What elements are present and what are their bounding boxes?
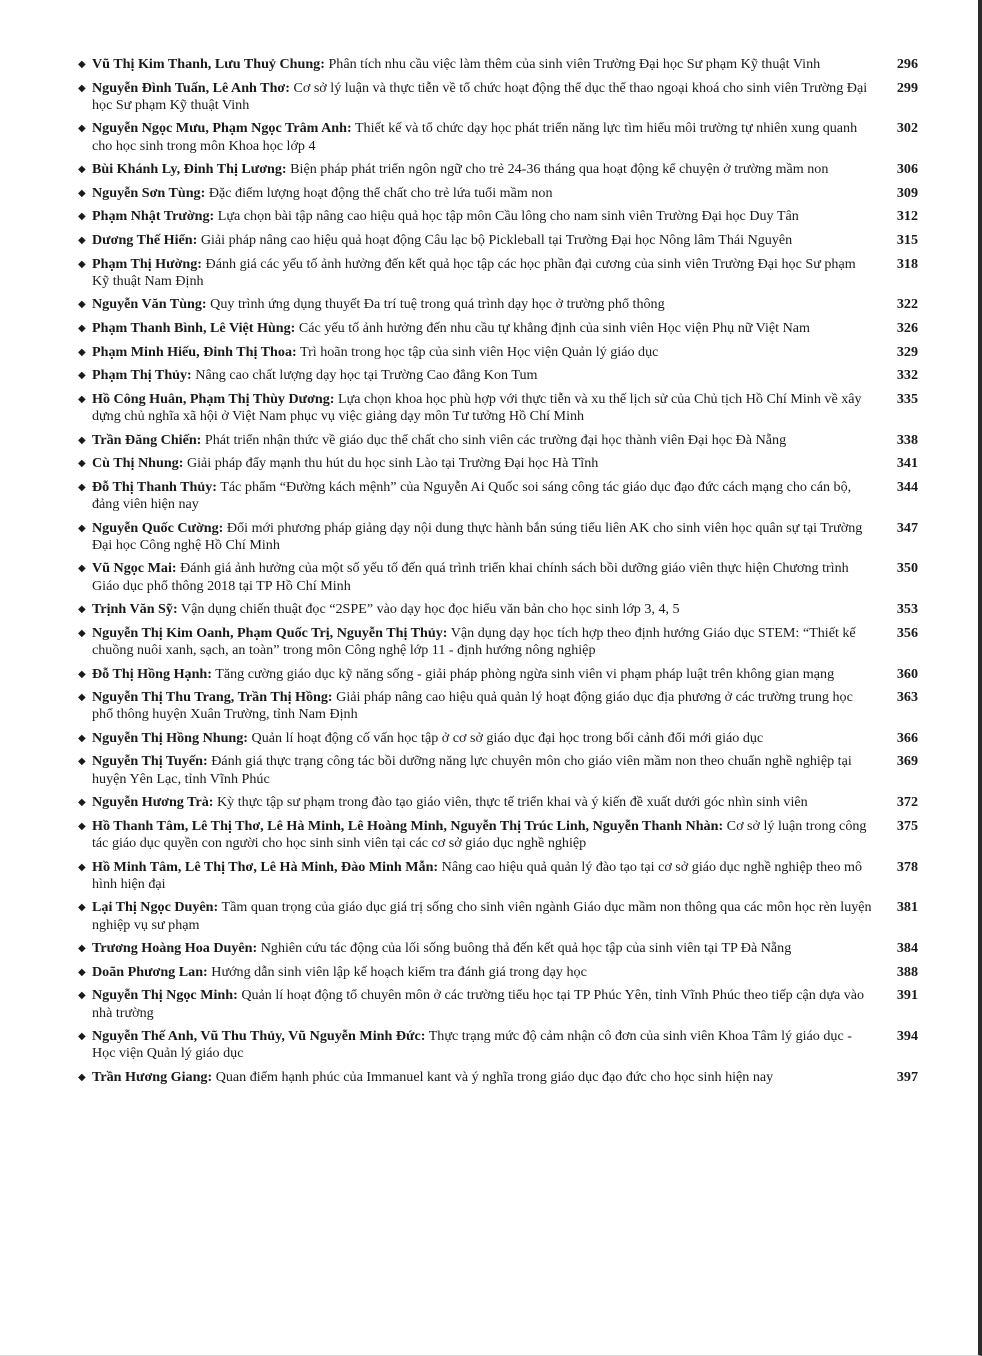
- entry-authors: Hồ Công Huân, Phạm Thị Thùy Dương:: [92, 390, 335, 407]
- entry-title: Nghiên cứu tác động của lối sống buông thả đến kết quả học tập của sinh viên tại TP Đà Nẵng: [260, 940, 792, 957]
- entry-title: Cơ sở lý luận trong công tác giáo dục quyền con người cho học sinh sinh viên tại các cơ sở giáo dục nghề nghiệp: [92, 817, 867, 852]
- entry-authors: Nguyễn Hương Trà:: [92, 794, 214, 811]
- entry-authors: Trần Hương Giang:: [92, 1069, 213, 1086]
- toc-entry: [78, 56, 918, 73]
- entry-page-number: 366: [896, 729, 918, 746]
- toc-entry: [78, 601, 918, 618]
- entry-page-number: 299: [896, 79, 918, 96]
- toc-entry: [78, 859, 918, 893]
- toc-entry: [78, 625, 918, 659]
- entry-authors: Phạm Thị Hường:: [92, 255, 202, 272]
- toc-entry: [78, 320, 918, 337]
- entry-title: Phát triển nhận thức về giáo dục thể chất cho sinh viên các trường đại học thành viên Đại học Đà Nẵng: [204, 431, 787, 448]
- entry-page-number: 318: [896, 255, 918, 272]
- entry-page-number: 353: [896, 601, 918, 618]
- entry-title: Nâng cao hiệu quả quản lý đào tạo tại cơ sở giáo dục nghề nghiệp theo mô hình hiện đại: [92, 858, 863, 892]
- entry-title: Tăng cường giáo dục kỹ năng sống - giải pháp phòng ngừa sinh viên vi phạm pháp luật trên không gian mạng: [215, 665, 835, 682]
- entry-authors: Phạm Nhật Trường:: [92, 208, 215, 225]
- table-of-contents: [78, 56, 918, 1093]
- toc-entry: [78, 753, 918, 787]
- entry-authors: Nguyễn Thị Thu Trang, Trần Thị Hồng:: [92, 689, 333, 706]
- diamond-bullet-icon: ◆: [78, 756, 86, 768]
- entry-title: Giải pháp nâng cao hiệu quả quản lý hoạt động giáo dục địa phương ở các trường trung học phổ thông huyện Xuân Trường, tỉnh Nam Định: [92, 689, 853, 723]
- entry-page-number: 306: [896, 161, 918, 178]
- entry-authors: Nguyễn Đình Tuấn, Lê Anh Thơ:: [92, 79, 290, 96]
- toc-entry: [78, 161, 918, 178]
- entry-authors: Hồ Minh Tâm, Lê Thị Thơ, Lê Hà Minh, Đào Minh Mẫn:: [92, 858, 439, 875]
- diamond-bullet-icon: ◆: [78, 692, 86, 704]
- entry-page-number: 372: [896, 794, 918, 811]
- entry-title: Phân tích nhu cầu việc làm thêm của sinh viên Trường Đại học Sư phạm Kỹ thuật Vinh: [328, 56, 821, 72]
- entry-page-number: 302: [896, 120, 918, 137]
- entry-title: Quy trình ứng dụng thuyết Đa trí tuệ trong quá trình dạy học ở trường phổ thông: [210, 296, 665, 313]
- diamond-bullet-icon: ◆: [78, 346, 86, 358]
- toc-entry: [78, 256, 918, 290]
- entry-title: Lựa chọn khoa học phù hợp với thực tiễn và xu thế lịch sử của Chủ tịch Hồ Chí Minh về xây dựng chủ nghĩa xã hội ở Việt Nam phục vụ việc giảng dạy môn Tư tưởng Hồ Chí Minh: [92, 390, 862, 424]
- entry-page-number: 388: [896, 963, 918, 980]
- entry-page-number: 391: [896, 987, 918, 1004]
- toc-entry: [78, 120, 918, 154]
- entry-page-number: 347: [896, 519, 918, 536]
- entry-page-number: 394: [896, 1028, 918, 1045]
- diamond-bullet-icon: ◆: [78, 123, 86, 135]
- entry-page-number: 360: [896, 665, 918, 682]
- entry-page-number: 397: [896, 1069, 918, 1086]
- diamond-bullet-icon: ◆: [78, 82, 86, 94]
- diamond-bullet-icon: ◆: [78, 370, 86, 382]
- toc-entry: [78, 818, 918, 852]
- entry-page-number: 369: [896, 753, 918, 770]
- toc-entry: [78, 185, 918, 202]
- toc-entry: [78, 987, 918, 1021]
- entry-page-number: 315: [896, 231, 918, 248]
- toc-entry: [78, 899, 918, 933]
- entry-authors: Trương Hoàng Hoa Duyên:: [92, 940, 258, 957]
- entry-authors: Dương Thế Hiển:: [92, 231, 198, 248]
- toc-entry: [78, 964, 918, 981]
- toc-entry: [78, 391, 918, 425]
- entry-title: Tác phẩm “Đường kách mệnh” của Nguyễn Ai Quốc soi sáng công tác giáo dục đạo đức cách mạng cho cán bộ, đảng viên hiện nay: [92, 478, 852, 512]
- entry-authors: Nguyễn Thị Tuyến:: [92, 753, 208, 770]
- entry-authors: Lại Thị Ngọc Duyên:: [92, 899, 219, 916]
- entry-title: Thiết kế và tổ chức dạy học phát triển năng lực tìm hiểu môi trường tự nhiên xung quanh cho học sinh trong môn Khoa học lớp 4: [92, 120, 858, 154]
- entry-authors: Doãn Phương Lan:: [92, 963, 208, 980]
- entry-title: Quản lí hoạt động cố vấn học tập ở cơ sở giáo dục đại học trong bối cảnh đổi mới giáo dục: [251, 729, 764, 746]
- diamond-bullet-icon: ◆: [78, 481, 86, 493]
- entry-page-number: 326: [896, 319, 918, 336]
- entry-page-number: 363: [896, 689, 918, 706]
- entry-authors: Nguyễn Thị Hồng Nhung:: [92, 729, 249, 746]
- entry-title: Trì hoãn trong học tập của sinh viên Học viện Quản lý giáo dục: [299, 343, 659, 360]
- diamond-bullet-icon: ◆: [78, 943, 86, 955]
- diamond-bullet-icon: ◆: [78, 732, 86, 744]
- entry-page-number: 332: [896, 367, 918, 384]
- toc-entry: [78, 730, 918, 747]
- diamond-bullet-icon: ◆: [78, 563, 86, 575]
- entry-authors: Trịnh Văn Sỹ:: [92, 601, 178, 618]
- entry-title: Lựa chọn bài tập nâng cao hiệu quả học tập môn Cầu lông cho nam sinh viên Trường Đại học Duy Tân: [217, 208, 799, 225]
- entry-authors: Vũ Ngọc Mai:: [92, 560, 177, 577]
- entry-authors: Nguyễn Quốc Cường:: [92, 519, 224, 536]
- toc-entry: [78, 1069, 918, 1086]
- toc-entry: [78, 80, 918, 114]
- entry-title: Giải pháp nâng cao hiệu quả hoạt động Câu lạc bộ Pickleball tại Trường Đại học Nông lâm Thái Nguyên: [200, 231, 793, 248]
- entry-authors: Vũ Thị Kim Thanh, Lưu Thuỷ Chung:: [92, 56, 325, 72]
- entry-page-number: 384: [896, 940, 918, 957]
- entry-authors: Nguyễn Văn Tùng:: [92, 296, 207, 313]
- entry-page-number: 329: [896, 343, 918, 360]
- diamond-bullet-icon: ◆: [78, 211, 86, 223]
- entry-page-number: 341: [896, 455, 918, 472]
- toc-entry: [78, 1028, 918, 1062]
- diamond-bullet-icon: ◆: [78, 797, 86, 809]
- entry-title: Quản lí hoạt động tổ chuyên môn ở các trường tiểu học tại TP Phúc Yên, tỉnh Vĩnh Phúc theo tiếp cận dựa vào nhà trường: [92, 987, 865, 1021]
- diamond-bullet-icon: ◆: [78, 990, 86, 1002]
- diamond-bullet-icon: ◆: [78, 59, 86, 70]
- entry-title: Đánh giá thực trạng công tác bồi dưỡng năng lực chuyên môn cho giáo viên mầm non theo chuẩn nghề nghiệp tại huyện Yên Lạc, tỉnh Vĩnh Phúc: [92, 753, 852, 787]
- entry-authors: Phạm Thanh Bình, Lê Việt Hùng:: [92, 319, 296, 336]
- toc-entry: [78, 479, 918, 513]
- entry-title: Quan điểm hạnh phúc của Immanuel kant và ý nghĩa trong giáo dục đạo đức cho học sinh hiện nay: [215, 1069, 774, 1086]
- diamond-bullet-icon: ◆: [78, 187, 86, 199]
- diamond-bullet-icon: ◆: [78, 668, 86, 680]
- entry-page-number: 356: [896, 624, 918, 641]
- entry-authors: Phạm Minh Hiếu, Đinh Thị Thoa:: [92, 343, 297, 360]
- toc-entry: [78, 666, 918, 683]
- toc-entry: [78, 208, 918, 225]
- diamond-bullet-icon: ◆: [78, 1072, 86, 1084]
- entry-page-number: 344: [896, 478, 918, 495]
- entry-title: Vận dụng chiến thuật đọc “2SPE” vào dạy học đọc hiểu văn bản cho học sinh lớp 3, 4, 5: [180, 601, 680, 618]
- entry-page-number: 378: [896, 858, 918, 875]
- entry-title: Vận dụng dạy học tích hợp theo định hướng Giáo dục STEM: “Thiết kế chuồng nuôi xanh, sạch, an toàn” trong môn Công nghệ lớp 11 - định hướng nông nghiệp: [92, 624, 856, 658]
- diamond-bullet-icon: ◆: [78, 434, 86, 446]
- entry-authors: Nguyễn Ngọc Mưu, Phạm Ngọc Trâm Anh:: [92, 120, 352, 137]
- entry-title: Các yếu tố ảnh hưởng đến nhu cầu tự khẳng định của sinh viên Học viện Phụ nữ Việt Nam: [298, 319, 810, 336]
- entry-authors: Hồ Thanh Tâm, Lê Thị Thơ, Lê Hà Minh, Lê Hoàng Minh, Nguyễn Thị Trúc Linh, Nguyễn Thanh Nhàn:: [92, 817, 724, 834]
- entry-page-number: 350: [896, 560, 918, 577]
- entry-page-number: 322: [896, 296, 918, 313]
- entry-authors: Cù Thị Nhung:: [92, 455, 184, 472]
- entry-title: Đặc điểm lượng hoạt động thể chất cho trẻ lứa tuổi mầm non: [208, 184, 553, 201]
- diamond-bullet-icon: ◆: [78, 299, 86, 311]
- entry-page-number: 296: [896, 56, 918, 72]
- entry-title: Kỳ thực tập sư phạm trong đào tạo giáo viên, thực tế triển khai và ý kiến đề xuất dưới góc nhìn sinh viên: [217, 794, 808, 811]
- entry-authors: Đỗ Thị Thanh Thủy:: [92, 478, 217, 495]
- diamond-bullet-icon: ◆: [78, 164, 86, 176]
- diamond-bullet-icon: ◆: [78, 902, 86, 914]
- diamond-bullet-icon: ◆: [78, 627, 86, 639]
- toc-entry: [78, 367, 918, 384]
- entry-page-number: 312: [896, 208, 918, 225]
- toc-entry: [78, 560, 918, 594]
- toc-entry: [78, 520, 918, 554]
- diamond-bullet-icon: ◆: [78, 522, 86, 534]
- diamond-bullet-icon: ◆: [78, 234, 86, 246]
- diamond-bullet-icon: ◆: [78, 861, 86, 873]
- entry-title: Đánh giá các yếu tố ảnh hưởng đến kết quả học tập các học phần đại cương của sinh viên Trường Đại học Sư phạm Kỹ thuật Nam Định: [92, 255, 856, 289]
- diamond-bullet-icon: ◆: [78, 604, 86, 616]
- entry-title: Hướng dẫn sinh viên lập kế hoạch kiểm tra đánh giá trong dạy học: [211, 963, 587, 980]
- entry-title: Thực trạng mức độ cảm nhận cô đơn của sinh viên Khoa Tâm lý giáo dục - Học viện Quản lý giáo dục: [92, 1028, 852, 1062]
- diamond-bullet-icon: ◆: [78, 258, 86, 270]
- entry-title: Đánh giá ảnh hưởng của một số yếu tố đến quá trình triển khai chính sách bồi dưỡng giáo viên thực hiện Chương trình Giáo dục phổ thông 2018 tại TP Hồ Chí Minh: [92, 560, 849, 594]
- entry-title: Biện pháp phát triển ngôn ngữ cho trẻ 24-36 tháng qua hoạt động kể chuyện ở trường mầm non: [290, 161, 829, 178]
- entry-page-number: 335: [896, 390, 918, 407]
- diamond-bullet-icon: ◆: [78, 458, 86, 470]
- entry-authors: Nguyễn Sơn Tùng:: [92, 184, 206, 201]
- entry-authors: Nguyễn Thị Ngọc Minh:: [92, 987, 238, 1004]
- entry-page-number: 338: [896, 431, 918, 448]
- diamond-bullet-icon: ◆: [78, 820, 86, 832]
- toc-entry: [78, 455, 918, 472]
- entry-authors: Phạm Thị Thủy:: [92, 367, 192, 384]
- toc-entry: [78, 232, 918, 249]
- entry-page-number: 381: [896, 899, 918, 916]
- diamond-bullet-icon: ◆: [78, 322, 86, 334]
- diamond-bullet-icon: ◆: [78, 393, 86, 405]
- entry-authors: Nguyễn Thế Anh, Vũ Thu Thủy, Vũ Nguyễn Minh Đức:: [92, 1028, 426, 1045]
- diamond-bullet-icon: ◆: [78, 966, 86, 978]
- entry-authors: Đỗ Thị Hồng Hạnh:: [92, 665, 212, 682]
- diamond-bullet-icon: ◆: [78, 1031, 86, 1043]
- entry-page-number: 309: [896, 184, 918, 201]
- entry-title: Tầm quan trọng của giáo dục giá trị sống cho sinh viên ngành Giáo dục mầm non thông qua các môn học rèn luyện nghiệp vụ sư phạm: [92, 899, 872, 933]
- entry-authors: Trần Đăng Chiến:: [92, 431, 202, 448]
- entry-title: Giải pháp đẩy mạnh thu hút du học sinh Lào tại Trường Đại học Hà Tĩnh: [186, 455, 599, 472]
- entry-title: Đổi mới phương pháp giảng dạy nội dung thực hành bắn súng tiểu liên AK cho sinh viên học quân sự tại Trường Đại học Công nghệ Hồ Chí Minh: [92, 519, 863, 553]
- entry-authors: Bùi Khánh Ly, Đinh Thị Lương:: [92, 161, 287, 178]
- toc-entry: [78, 689, 918, 723]
- toc-entry: [78, 296, 918, 313]
- entry-title: Nâng cao chất lượng dạy học tại Trường Cao đẳng Kon Tum: [195, 367, 538, 384]
- entry-page-number: 375: [896, 817, 918, 834]
- toc-entry: [78, 344, 918, 361]
- toc-entry: [78, 794, 918, 811]
- toc-entry: [78, 432, 918, 449]
- entry-authors: Nguyễn Thị Kim Oanh, Phạm Quốc Trị, Nguyễn Thị Thủy:: [92, 624, 448, 641]
- entry-title: Cơ sở lý luận và thực tiễn về tổ chức hoạt động thể dục thể thao ngoại khoá cho sinh viên Trường Đại học Sư phạm Kỹ thuật Vinh: [92, 79, 868, 113]
- toc-entry: [78, 940, 918, 957]
